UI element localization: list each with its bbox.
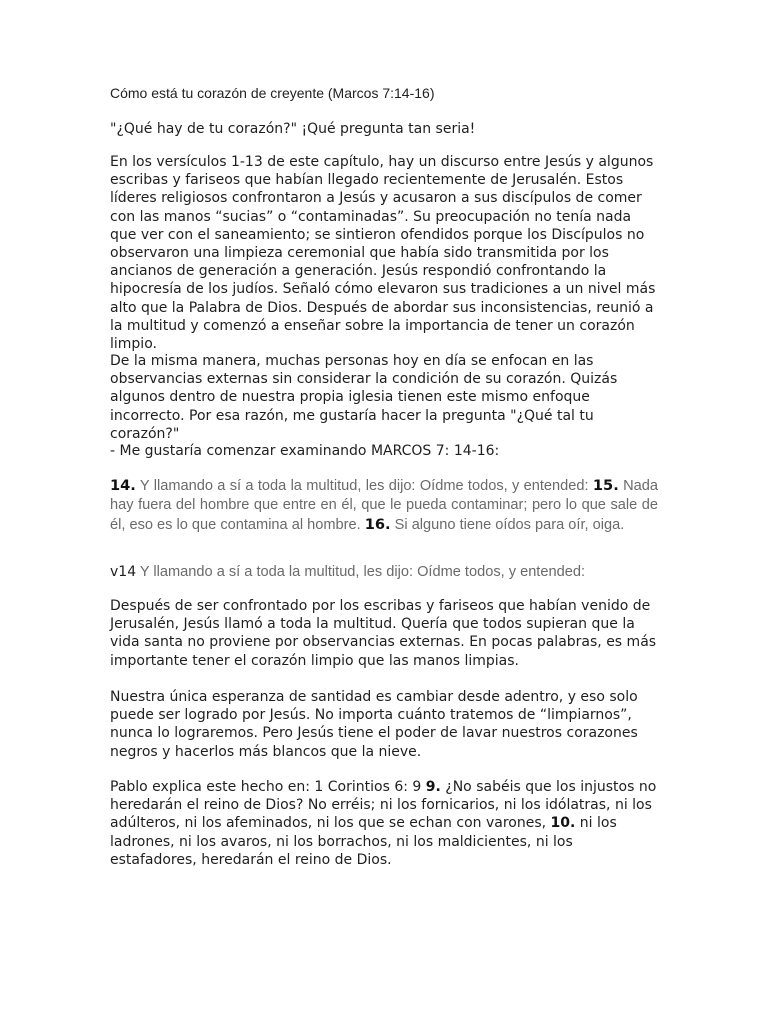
verse-number-15: 15. <box>592 477 619 494</box>
v14-label: v14 <box>110 564 137 580</box>
verse-text-9: ¿No sabéis que los injustos no heredarán el reino de Dios? No erréis; ni los fornicarios, ni los idólatras, ni los adúlteros, ni los afeminados, ni los que se echan con varones, <box>110 779 657 832</box>
verse-text-16: Si alguno tiene oídos para oír, oiga. <box>390 517 625 533</box>
paragraph-1: En los versículos 1-13 de este capítulo, hay un discurso entre Jesús y algunos escribas y fariseos que habían llegado recientemente de Jerusalén. Estos líderes religiosos confrontaron a Jesús y acusaron a sus discípulos de comer con las manos “sucias” o “contaminadas”. Su preocupación no tenía nada que ver con el saneamiento; se sintieron ofendidos porque los Discípulos no observaron una limpieza ceremonial que había sido transmitida por los ancianos de generación a generación. Jesús respondió confrontando la hipocresía de los judíos. Señaló cómo elevaron sus tradiciones a un nivel más alto que la Palabra de Dios. Después de abordar sus inconsistencias, reunió a la multitud y comenzó a enseñar sobre la importancia de tener un corazón limpio. <box>110 154 656 353</box>
intro-line: - Me gustaría comenzar examinando MARCOS 7: 14-16: <box>110 443 500 459</box>
verse-block <box>110 476 658 535</box>
paragraph-2: De la misma manera, muchas personas hoy en día se enfocan en las observancias externas sin considerar la condición de su corazón. Quizás algunos dentro de nuestra propia iglesia tienen este mismo enfoque incorrecto. Por esa razón, me gustaría hacer la pregunta "¿Qué tal tu corazón?" <box>110 353 618 442</box>
v14-text: Y llamando a sí a toda la multitud, les dijo: Oídme todos, y entended: <box>136 564 586 580</box>
verse-text-14: Y llamando a sí a toda la multitud, les dijo: Oídme todos, y entended: <box>135 478 589 494</box>
v14-line <box>110 563 658 581</box>
paragraph-5 <box>110 778 658 869</box>
paragraph-4: Nuestra única esperanza de santidad es cambiar desde adentro, y eso solo puede ser logrado por Jesús. No importa cuánto tratemos de “limpiarnos”, nunca lo lograremos. Pero Jesús tiene el poder de lavar nuestros corazones negros y hacerlos más blancos que la nieve. <box>110 689 638 760</box>
verse-number-10: 10. <box>550 815 576 832</box>
verse-number-9: 9. <box>425 779 441 795</box>
verse-text-15: Nada hay fuera del hombre que entre en él, que le pueda contaminar; pero lo que sale de él, eso es lo que contamina al hombre. <box>110 478 658 533</box>
verse-text-10: ni los ladrones, ni los avaros, ni los borrachos, ni los maldicientes, ni los estafadores, heredarán el reino de Dios. <box>110 815 617 868</box>
paragraph-5-lead: Pablo explica este hecho en: 1 Corintios 6: 9 <box>110 779 426 795</box>
paragraph-3: Después de ser confrontado por los escribas y fariseos que habían venido de Jerusalén, Jesús llamó a toda la multitud. Quería que todos supieran que la vida santa no proviene por observancias externas. En pocas palabras, es más importante tener el corazón limpio que las manos limpias. <box>110 598 657 669</box>
verse-number-16: 16. <box>364 516 391 533</box>
verse-number-14: 14. <box>110 477 136 494</box>
document-title: Cómo está tu corazón de creyente (Marcos 7:14-16) <box>110 85 435 101</box>
question-line: "¿Qué hay de tu corazón?" ¡Qué pregunta tan seria! <box>110 121 476 137</box>
